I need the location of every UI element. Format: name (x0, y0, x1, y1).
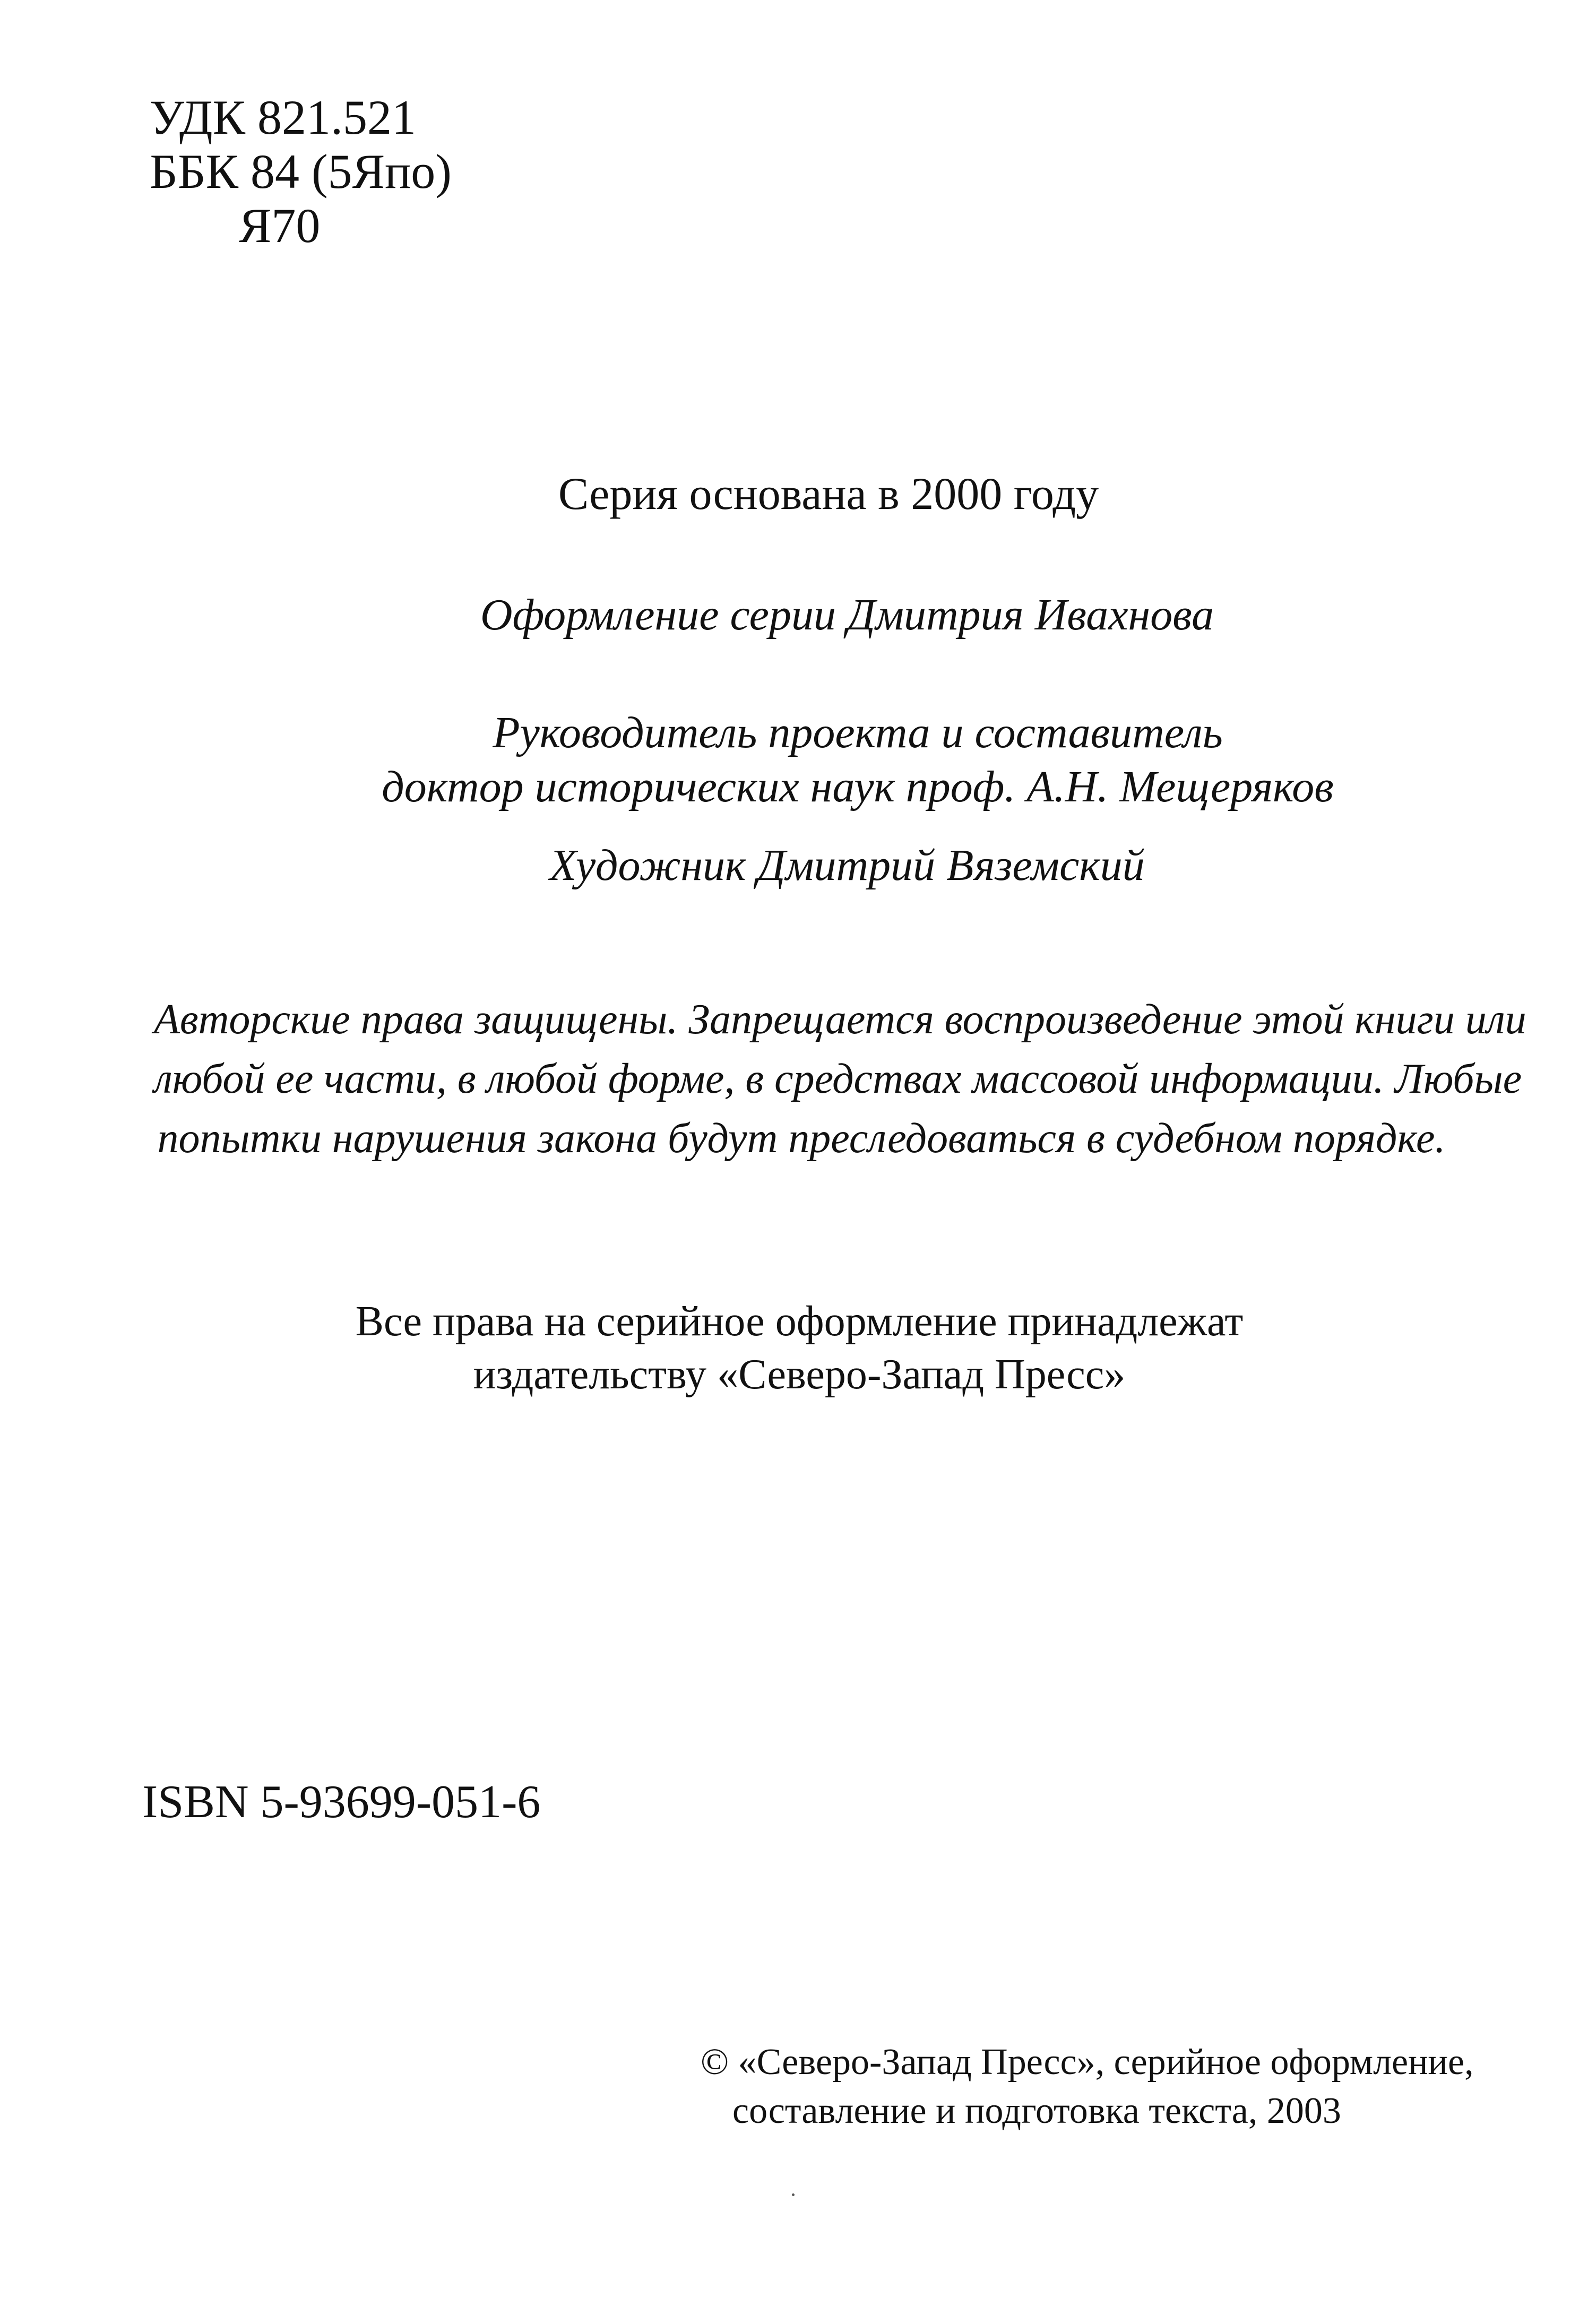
project-credit (0, 706, 1588, 814)
bbk-code: ББК 84 (5Япо) (150, 144, 452, 198)
design-credit: Оформление серии Дмитрия Ивахнова (480, 590, 1214, 640)
rights-notice-line-3: попытки нарушения закона будут преследоваться в судебном порядке. (157, 1115, 1446, 1162)
project-credit-line-1: Руководитель проекта и составитель (493, 708, 1223, 757)
project-credit-line-2: доктор исторических наук проф. А.Н. Мещеряков (382, 762, 1334, 811)
udk-code: УДК 821.521 (150, 90, 416, 144)
copyright-line-1: © «Северо-Запад Пресс», серийное оформление, (701, 2042, 1474, 2083)
series-founded: Серия основана в 2000 году (558, 468, 1099, 519)
rights-notice (154, 990, 1526, 1168)
series-rights-notice (0, 1295, 1588, 1401)
rights-notice-line-2: любой ее части, в любой форме, в средствах массовой информации. Любые (154, 1056, 1522, 1102)
rights-notice-line-1: Авторские права защищены. Запрещается воспроизведение этой книги или (154, 996, 1526, 1043)
isbn: ISBN 5-93699-051-6 (142, 1776, 541, 1828)
copyright-line-2: составление и подготовка текста, 2003 (732, 2090, 1341, 2131)
print-speck (792, 2193, 795, 2196)
copyright-notice (701, 2038, 1474, 2136)
series-rights-line-1: Все права на серийное оформление принадлежат (355, 1298, 1244, 1345)
classification-codes (150, 90, 452, 253)
author-mark: Я70 (239, 198, 321, 253)
series-rights-line-2: издательству «Северо-Запад Пресс» (473, 1351, 1126, 1398)
artist-credit: Художник Дмитрий Вяземский (549, 841, 1145, 890)
